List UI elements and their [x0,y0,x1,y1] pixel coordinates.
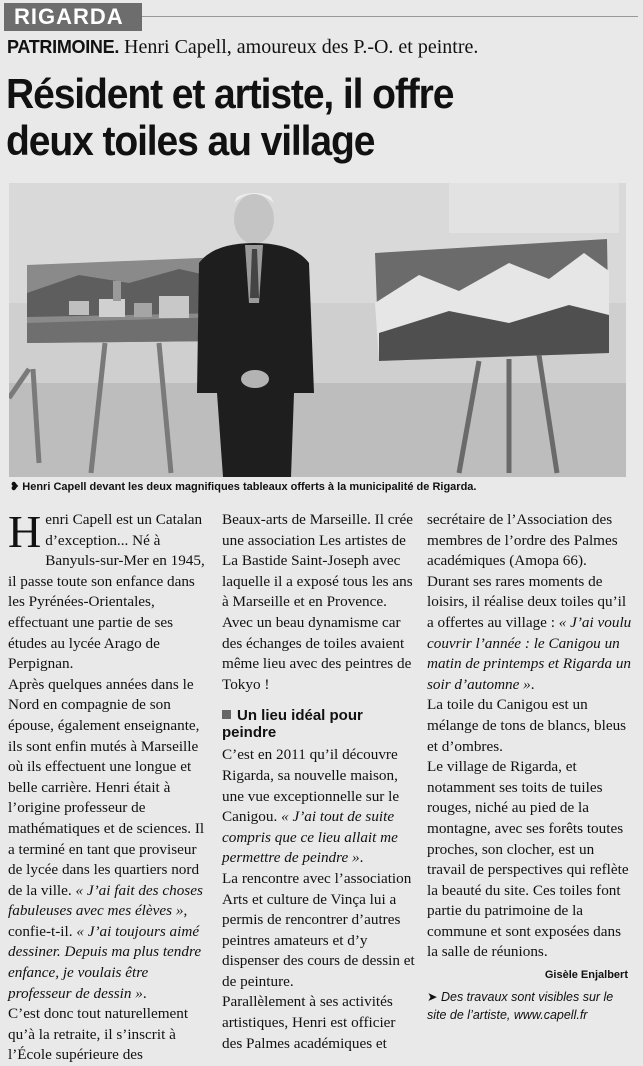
paragraph-text: . [142,984,147,1002]
paragraph: Parallèlement à ses activités artistiques, Henri est officier des Palmes académiques et [222,993,396,1052]
headline [6,70,592,164]
paragraph-text: , confie-t-il. [8,902,188,940]
paragraph-text: . [530,675,535,693]
paragraph-text: C’est en 2011 qu’il découvre Rigarda, sa nouvelle maison, une vue exceptionnelle sur le Canigou. [222,746,400,826]
paragraph [8,675,212,1005]
paragraph-text: enri Capell est un Catalan d’exception... Né à Banyuls-sur-Mer en 1945, il passe toute son enfance dans les Pyrénées-Orientales, effectuant une partie de ses études au lycée Arago de Perpignan. [8,511,205,673]
headline-line-1: Résident et artiste, il offre [6,70,454,117]
footnote-text: Des travaux sont visibles sur le site de l’artiste, www.capell.fr [427,989,614,1022]
section-rubric: RIGARDA [4,3,142,31]
square-bullet-icon [222,710,231,719]
quote: « J’ai tout de suite compris que ce lieu allait me permettre de peindre » [222,808,398,867]
paragraph: secrétaire de l’Association des membres de l’ordre des Palmes académiques (Amopa 66). [427,511,618,570]
article-column-3 [427,510,632,1024]
paragraph-text: Après quelques années dans le Nord en compagnie de son épouse, également enseignante, ils sont enfin mutés à Marseille où ils effectuent une longue et belle carrière. Henri était à l’origine professeur de mathématiques et de sciences. Il a terminé en tant que proviseur de lycée dans les quartiers nord de la ville. [8,675,205,899]
article-photo [9,183,626,477]
quote: « J’ai voulu couvrir l’année : le Canigou un matin de printemps et Rigarda un soir d’automne » [427,613,632,693]
paragraph [427,572,632,696]
quote: « J’ai fait des choses fabuleuses avec mes élèves » [8,881,203,920]
kicker [7,36,637,59]
drop-cap: H [8,506,42,557]
paragraph: La toile du Canigou est un mélange de tons de blancs, bleus et d’ombres. [427,696,627,755]
arrow-icon: ➤ [427,989,438,1004]
author-byline: Gisèle Enjalbert [544,969,628,982]
kicker-text: Henri Capell, amoureux des P.-O. et peintre. [124,36,479,58]
caption-arrow-icon: ❥ [10,481,23,493]
canigou-painting [375,239,609,361]
paragraph-text: . [359,849,364,867]
paragraph-text: Durant ses rares moments de loisirs, il réalise deux toiles qu’il a offertes au village : [427,572,627,631]
paragraph: Beaux-arts de Marseille. Il crée une association Les artistes de La Bastide Saint-Joseph avec laquelle il a exposé tous les ans à Marseille et en Provence. Avec un beau dynamisme car des échanges de toiles avaient même lieu avec des peintres de Tokyo ! [222,511,414,693]
paragraph: Le village de Rigarda, et notamment ses toits de tuiles rouges, niché au pied de la montagne, avec ses forêts toutes proches, son clocher, est un travail de perspectives qui reflète la beauté du site. Ces toiles font partie du patrimoine de la commune et sont exposées dans la salle de réunions. [427,758,629,961]
kicker-label: PATRIMOINE. [7,37,120,57]
subheading-text: Un lieu idéal pour peindre [222,707,363,742]
headline-line-2: deux toiles au village [6,117,375,164]
paragraph: C’est donc tout naturellement qu’à la retraite, il s’inscrit à l’École supérieure des [8,1005,189,1064]
article-column-2 [222,510,419,1054]
article-column-1 [8,506,212,1066]
footnote [427,988,632,1024]
caption-text: Henri Capell devant les deux magnifiques tableaux offerts à la municipalité de Rigarda. [22,481,477,493]
subheading [222,707,419,741]
village-painting [27,257,224,343]
paragraph: La rencontre avec l’association Arts et culture de Vinça lui a permis de rencontrer d’autres peintres amateurs et d’y dispenser des cours de dessin et de peinture. [222,869,415,990]
photo-caption [10,480,630,493]
paragraph [8,506,212,675]
rubric-rule [142,16,638,17]
quote: « J’ai toujours aimé dessiner. Depuis ma plus tendre enfance, je voulais être professeur de dessin » [8,922,202,1002]
paragraph [222,745,419,869]
